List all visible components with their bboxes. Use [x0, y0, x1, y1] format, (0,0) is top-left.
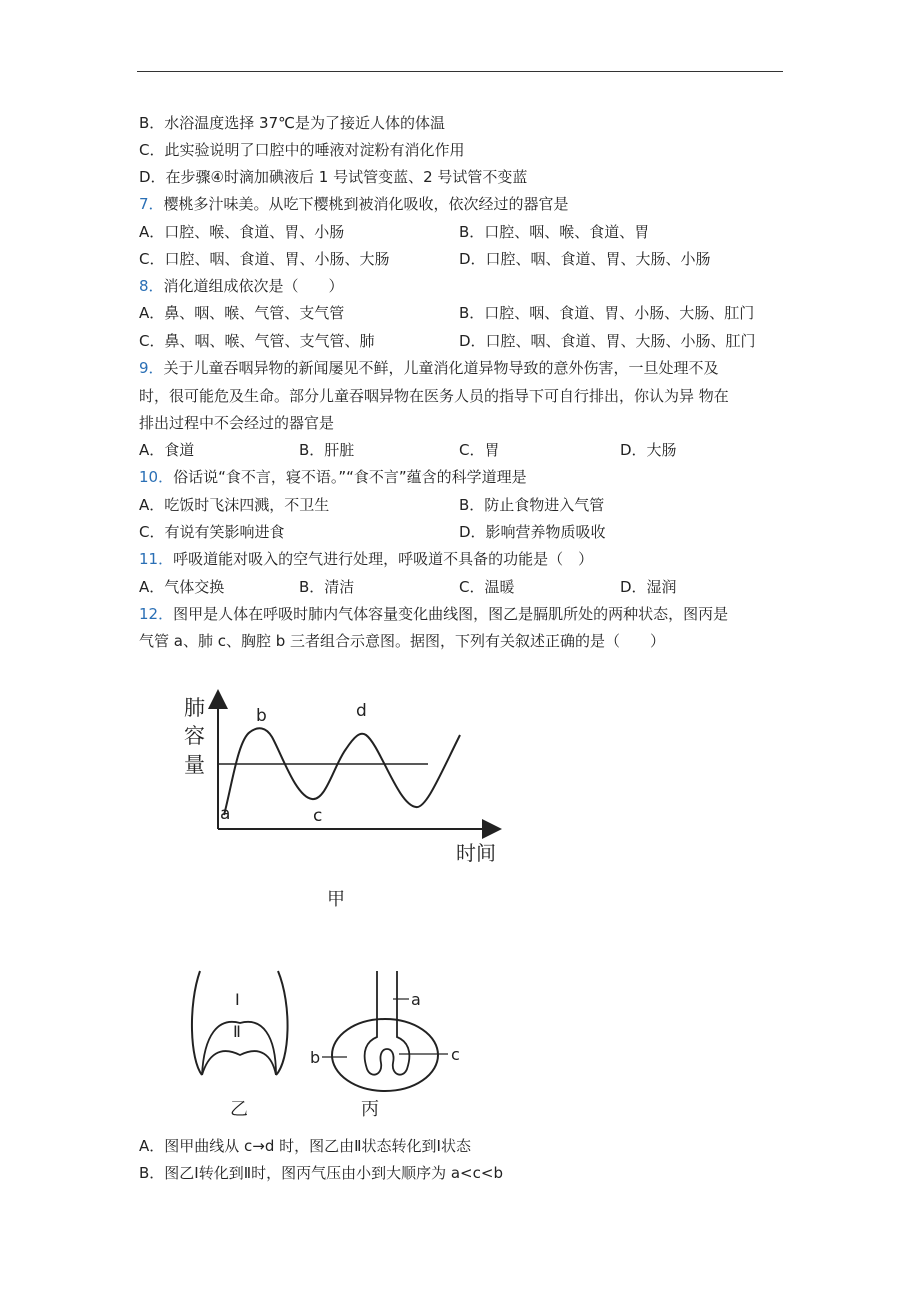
- question-number: 10．: [139, 468, 174, 486]
- question-stem: 关于儿童吞咽异物的新闻屡见不鲜，儿童消化道异物导致的意外伤害，一旦处理不及: [163, 359, 719, 377]
- question-stem: 呼吸道能对吸入的空气进行处理，呼吸道不具备的功能是（ ）: [173, 550, 594, 568]
- option-c: C．鼻、咽、喉、气管、支气管、肺: [139, 332, 375, 350]
- option-c: C．有说有笑影响进食: [139, 523, 285, 541]
- figure-bing-chest: [305, 965, 475, 1125]
- question-stem: 消化道组成依次是（ ）: [163, 277, 344, 295]
- chest-wall-right: [276, 971, 288, 1075]
- question-number: 7．: [139, 195, 164, 213]
- question-9: [139, 358, 719, 378]
- question-number: 9．: [139, 359, 164, 377]
- question-stem: 樱桃多汁味美。从吃下樱桃到被消化吸收，依次经过的器官是: [163, 195, 569, 213]
- option-a: A．气体交换: [139, 578, 225, 596]
- option-c: C．胃: [459, 441, 500, 459]
- chest-cavity: [332, 1019, 438, 1091]
- point-label-c: c: [313, 806, 323, 826]
- option-b: B．图乙Ⅰ转化到Ⅱ时，图丙气压由小到大顺序为 a<c<b: [139, 1164, 503, 1182]
- option-d: D．口腔、咽、食道、胃、大肠、小肠、肛门: [459, 332, 756, 350]
- question-number: 8．: [139, 277, 164, 295]
- figure-yi-diaphragm: [180, 965, 300, 1125]
- question-8: [139, 276, 344, 296]
- figure-jia-lung-volume: [170, 685, 510, 915]
- question-stem-cont: 时，很可能危及生命。部分儿童吞咽异物在医务人员的指导下可自行排出，你认为异 物在: [139, 387, 729, 405]
- option-d: D．口腔、咽、食道、胃、大肠、小肠: [459, 250, 711, 268]
- option-line: D．在步骤④时滴加碘液后 1 号试管变蓝、2 号试管不变蓝: [139, 168, 528, 186]
- question-10: [139, 467, 527, 487]
- label-a: a: [411, 990, 421, 1009]
- figure-caption: 甲: [327, 889, 345, 910]
- chest-wall-left: [192, 971, 202, 1075]
- option-c: C．温暖: [459, 578, 515, 596]
- state-label-II: Ⅱ: [233, 1022, 241, 1041]
- option-a: A．图甲曲线从 c→d 时，图乙由Ⅱ状态转化到Ⅰ状态: [139, 1137, 471, 1155]
- question-7: [139, 194, 569, 214]
- point-label-a: a: [220, 804, 231, 824]
- point-label-d: d: [356, 701, 367, 721]
- diaphragm-state-II: [202, 1051, 276, 1075]
- option-d: D．湿润: [620, 578, 677, 596]
- option-d: D．影响营养物质吸收: [459, 523, 606, 541]
- point-label-b: b: [256, 706, 267, 726]
- question-12: [139, 604, 728, 624]
- x-label: 时间: [456, 841, 496, 865]
- option-row: [139, 331, 756, 351]
- option-line: C．此实验说明了口腔中的唾液对淀粉有消化作用: [139, 141, 465, 159]
- question-11: [139, 549, 593, 569]
- option-b: B．防止食物进入气管: [459, 496, 605, 514]
- option-a: A．鼻、咽、喉、气管、支气管: [139, 304, 345, 322]
- question-number: 12．: [139, 605, 174, 623]
- option-row: [139, 303, 755, 323]
- option-c: C．口腔、咽、食道、胃、小肠、大肠: [139, 250, 390, 268]
- option-row: [139, 495, 605, 515]
- label-b: b: [310, 1048, 321, 1067]
- option-row: [139, 222, 650, 242]
- y-label-char: 肺: [184, 696, 205, 720]
- figure-caption: 丙: [361, 1099, 379, 1120]
- option-b: B．清洁: [299, 578, 355, 596]
- option-row: [139, 440, 779, 460]
- option-a: A．食道: [139, 441, 195, 459]
- option-row: [139, 249, 711, 269]
- header-rule: [137, 71, 783, 72]
- option-line: B．水浴温度选择 37℃是为了接近人体的体温: [139, 114, 445, 132]
- question-stem-cont: 气管 a、肺 c、胸腔 b 三者组合示意图。据图，下列有关叙述正确的是（ ）: [139, 632, 666, 650]
- option-b: B．口腔、咽、喉、食道、胃: [459, 223, 650, 241]
- label-c: c: [451, 1045, 460, 1064]
- y-label-char: 量: [184, 753, 205, 777]
- option-a: A．口腔、喉、食道、胃、小肠: [139, 223, 345, 241]
- question-stem: 俗话说“食不言，寝不语。”“食不言”蕴含的科学道理是: [173, 468, 527, 486]
- option-b: B．肝脏: [299, 441, 355, 459]
- option-b: B．口腔、咽、食道、胃、小肠、大肠、肛门: [459, 304, 755, 322]
- volume-curve: [224, 728, 460, 815]
- option-d: D．大肠: [620, 441, 677, 459]
- y-label-char: 容: [184, 724, 205, 748]
- option-a: A．吃饭时飞沫四溅，不卫生: [139, 496, 330, 514]
- option-row: [139, 522, 606, 542]
- option-row: [139, 577, 779, 597]
- question-stem-cont: 排出过程中不会经过的器官是: [139, 414, 335, 432]
- question-stem: 图甲是人体在呼吸时肺内气体容量变化曲线图，图乙是膈肌所处的两种状态，图丙是: [173, 605, 729, 623]
- question-number: 11．: [139, 550, 174, 568]
- figure-caption: 乙: [230, 1099, 248, 1120]
- state-label-I: Ⅰ: [235, 990, 240, 1009]
- trachea-and-lungs: [365, 971, 410, 1075]
